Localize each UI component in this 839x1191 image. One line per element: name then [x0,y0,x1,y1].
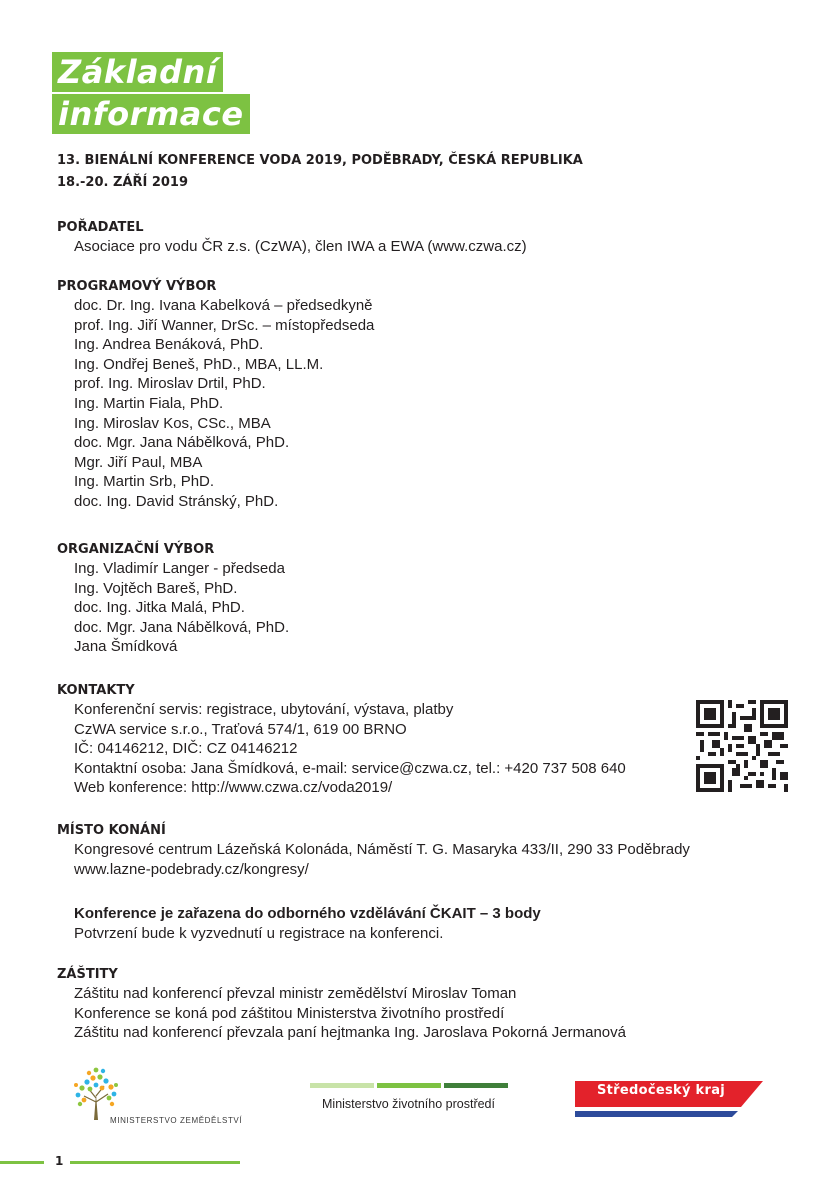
conference-dates: 18.-20. ZÁŘÍ 2019 [57,175,189,190]
section-heading: ORGANIZAČNÍ VÝBOR [57,542,215,557]
list-item: doc. Mgr. Jana Nábělková, PhD. [74,434,290,452]
list-item: Záštitu nad konferencí převzala paní hejtmanka Ing. Jaroslava Pokorná Jermanová [74,1024,626,1042]
section-heading: MÍSTO KONÁNÍ [57,823,166,838]
list-item: Kongresové centrum Lázeňská Kolonáda, Náměstí T. G. Masaryka 433/II, 290 33 Poděbrady [74,841,690,858]
ministerstvo-zp-label: Ministerstvo životního prostředí [322,1097,495,1111]
ministerstvo-zp-logo-bars [310,1083,508,1088]
section-kontakty [57,681,626,798]
list-item: doc. Mgr. Jana Nábělková, PhD. [74,618,290,636]
mzp-bar-dark [444,1083,508,1088]
ckait-notice: Konference je zařazena do odborného vzdělávání ČKAIT – 3 body [74,905,541,922]
footer-line-left [0,1161,44,1164]
list-item: Mgr. Jiří Paul, MBA [74,453,203,471]
section-heading: PROGRAMOVÝ VÝBOR [57,279,217,294]
list-item: Ing. Ondřej Beneš, PhD., MBA, LL.M. [74,355,324,373]
mzp-bar-mid [377,1083,441,1088]
contact-email-line[interactable]: Kontaktní osoba: Jana Šmídková, e-mail: service@czwa.cz, tel.: +420 737 508 640 [74,759,626,777]
list-item: Konferenční servis: registrace, ubytování, výstava, platby [74,701,454,718]
ministerstvo-zemedelstvi-label: MINISTERSTVO ZEMĚDĚLSTVÍ [110,1116,243,1125]
section-ckait [57,904,541,943]
section-heading: KONTAKTY [57,683,135,698]
section-heading: ZÁŠTITY [57,967,118,982]
list-item: Jana Šmídková [74,638,178,656]
section-zastity [57,965,626,1043]
list-item: Ing. Vladimír Langer - předseda [74,560,285,577]
section-misto-konani [57,821,690,879]
page-title-line1: Základní [52,52,223,92]
section-heading: POŘADATEL [57,220,144,235]
list-item: Konference se koná pod záštitou Ministerstva životního prostředí [74,1004,505,1022]
section-programovy-vybor [57,277,374,512]
list-item: Ing. Martin Fiala, PhD. [74,394,224,412]
list-item: Ing. Vojtěch Bareš, PhD. [74,579,238,597]
ckait-note: Potvrzení bude k vyzvednutí u registrace na konferenci. [74,924,444,942]
list-item: Asociace pro vodu ČR z.s. (CzWA), člen IWA a EWA (www.czwa.cz) [74,238,527,255]
conference-name: 13. BIENÁLNÍ KONFERENCE VODA 2019, PODĚBRADY, ČESKÁ REPUBLIKA [57,153,583,168]
venue-link[interactable]: www.lazne-podebrady.cz/kongresy/ [74,860,309,878]
list-item: CzWA service s.r.o., Traťová 574/1, 619 00 BRNO [74,720,407,738]
list-item: doc. Dr. Ing. Ivana Kabelková – předsedkyně [74,297,373,314]
list-item: prof. Ing. Jiří Wanner, DrSc. – místopředseda [74,316,375,334]
list-item: doc. Ing. Jitka Malá, PhD. [74,599,245,617]
footer-line-right [70,1161,240,1164]
stredocesky-kraj-label: Středočeský kraj [597,1083,726,1098]
list-item: Záštitu nad konferencí převzal ministr zemědělství Miroslav Toman [74,985,517,1002]
list-item: Ing. Miroslav Kos, CSc., MBA [74,414,271,432]
page-title-line2: informace [52,94,250,134]
section-poradatel [57,218,527,257]
list-item: Ing. Martin Srb, PhD. [74,473,215,491]
qr-code [696,700,788,792]
page-number: 1 [55,1154,64,1168]
list-item: IČ: 04146212, DIČ: CZ 04146212 [74,740,298,758]
list-item: Ing. Andrea Benáková, PhD. [74,336,264,354]
web-link[interactable]: Web konference: http://www.czwa.cz/voda2019/ [74,779,393,797]
section-organizacni-vybor [57,540,289,657]
list-item: doc. Ing. David Stránský, PhD. [74,492,279,510]
list-item: prof. Ing. Miroslav Drtil, PhD. [74,375,266,393]
mzp-bar-light [310,1083,374,1088]
